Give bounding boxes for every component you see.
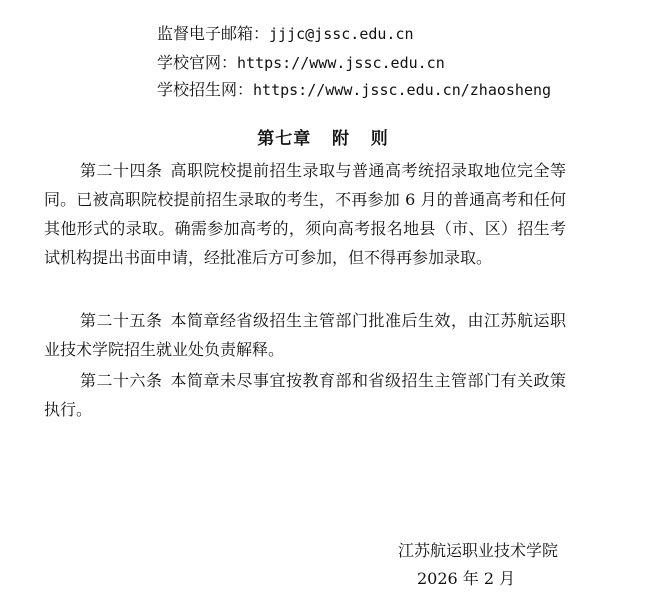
article-25-label: 第二十五条 — [80, 311, 163, 330]
article-24 — [44, 156, 566, 272]
school-website-link[interactable]: https://www.jssc.edu.cn — [237, 54, 445, 72]
school-website-label: 学校官网： — [157, 53, 238, 72]
admissions-website-line — [157, 80, 551, 100]
signature-date: 2026 年 2 月 — [417, 569, 516, 588]
chapter-title: 第七章 附 则 — [257, 129, 389, 149]
article-24-label: 第二十四条 — [80, 161, 163, 180]
article-26-text: 本简章未尽事宜按教育部和省级招生主管部门有关政策执行。 — [44, 371, 566, 419]
supervision-email-value[interactable]: jjjc@jssc.edu.cn — [269, 25, 414, 43]
school-website-line — [157, 53, 445, 73]
admissions-website-link[interactable]: https://www.jssc.edu.cn/zhaosheng — [253, 81, 552, 99]
article-24-text: 高职院校提前招生录取与普通高考统招录取地位完全等同。已被高职院校提前招生录取的考生，不再参加 6 月的普通高考和任何其他形式的录取。确需参加高考的，须向高考报名地县（市、区）招生考试机构提出书面申请，经批准后方可参加，但不得再参加录取。 — [44, 161, 566, 267]
supervision-email-line — [157, 24, 414, 44]
admissions-website-label: 学校招生网： — [157, 80, 254, 99]
article-26-label: 第二十六条 — [80, 371, 163, 390]
article-25 — [44, 306, 566, 364]
signature-organization: 江苏航运职业技术学院 — [397, 541, 558, 560]
article-26 — [44, 366, 566, 424]
article-25-text: 本简章经省级招生主管部门批准后生效，由江苏航运职业技术学院招生就业处负责解释。 — [44, 311, 566, 359]
supervision-email-label: 监督电子邮箱： — [157, 24, 270, 43]
